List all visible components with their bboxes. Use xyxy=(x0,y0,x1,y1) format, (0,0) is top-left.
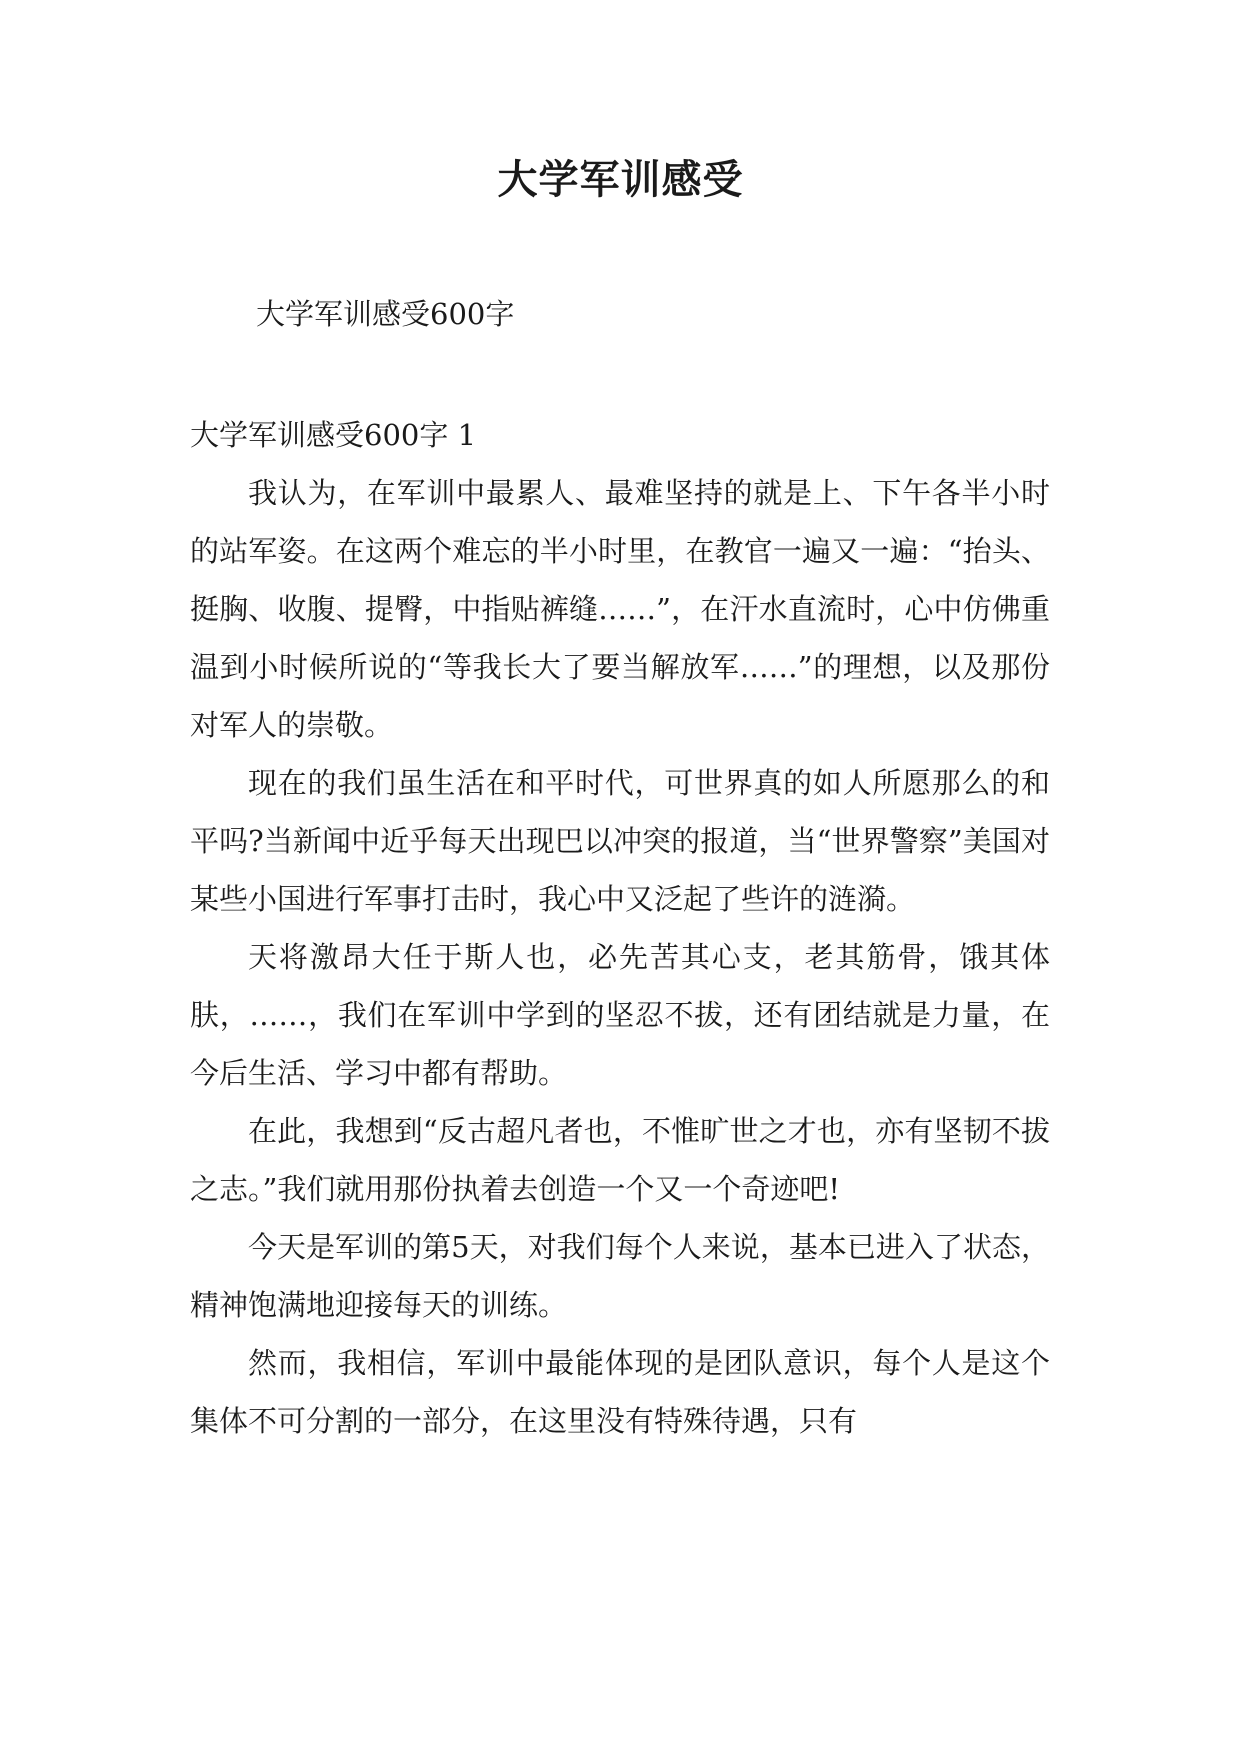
paragraph: 在此，我想到“反古超凡者也，不惟旷世之才也，亦有坚韧不拔之志。”我们就用那份执着去创造一个又一个奇迹吧! xyxy=(190,1114,1050,1206)
paragraph: 然而，我相信，军训中最能体现的是团队意识，每个人是这个集体不可分割的一部分，在这里没有特殊待遇，只有 xyxy=(190,1346,1050,1438)
paragraph: 天将激昂大任于斯人也，必先苦其心支，老其筋骨，饿其体肤，……，我们在军训中学到的坚忍不拔，还有团结就是力量，在今后生活、学习中都有帮助。 xyxy=(190,940,1050,1090)
document-body xyxy=(190,406,1050,1450)
document-subtitle: 大学军训感受600字 xyxy=(256,297,515,331)
document-title: 大学军训感受 xyxy=(497,157,744,203)
paragraph: 今天是军训的第5天，对我们每个人来说，基本已进入了状态，精神饱满地迎接每天的训练。 xyxy=(190,1230,1050,1322)
section-heading: 大学军训感受600字 1 xyxy=(190,418,477,452)
paragraph: 现在的我们虽生活在和平时代，可世界真的如人所愿那么的和平吗?当新闻中近乎每天出现巴以冲突的报道，当“世界警察”美国对某些小国进行军事打击时，我心中又泛起了些许的涟漪。 xyxy=(190,766,1050,916)
paragraph: 我认为，在军训中最累人、最难坚持的就是上、下午各半小时的站军姿。在这两个难忘的半小时里，在教官一遍又一遍：“抬头、挺胸、收腹、提臀，中指贴裤缝……”，在汗水直流时，心中仿佛重温到小时候所说的“等我长大了要当解放军……”的理想，以及那份对军人的崇敬。 xyxy=(190,476,1050,742)
